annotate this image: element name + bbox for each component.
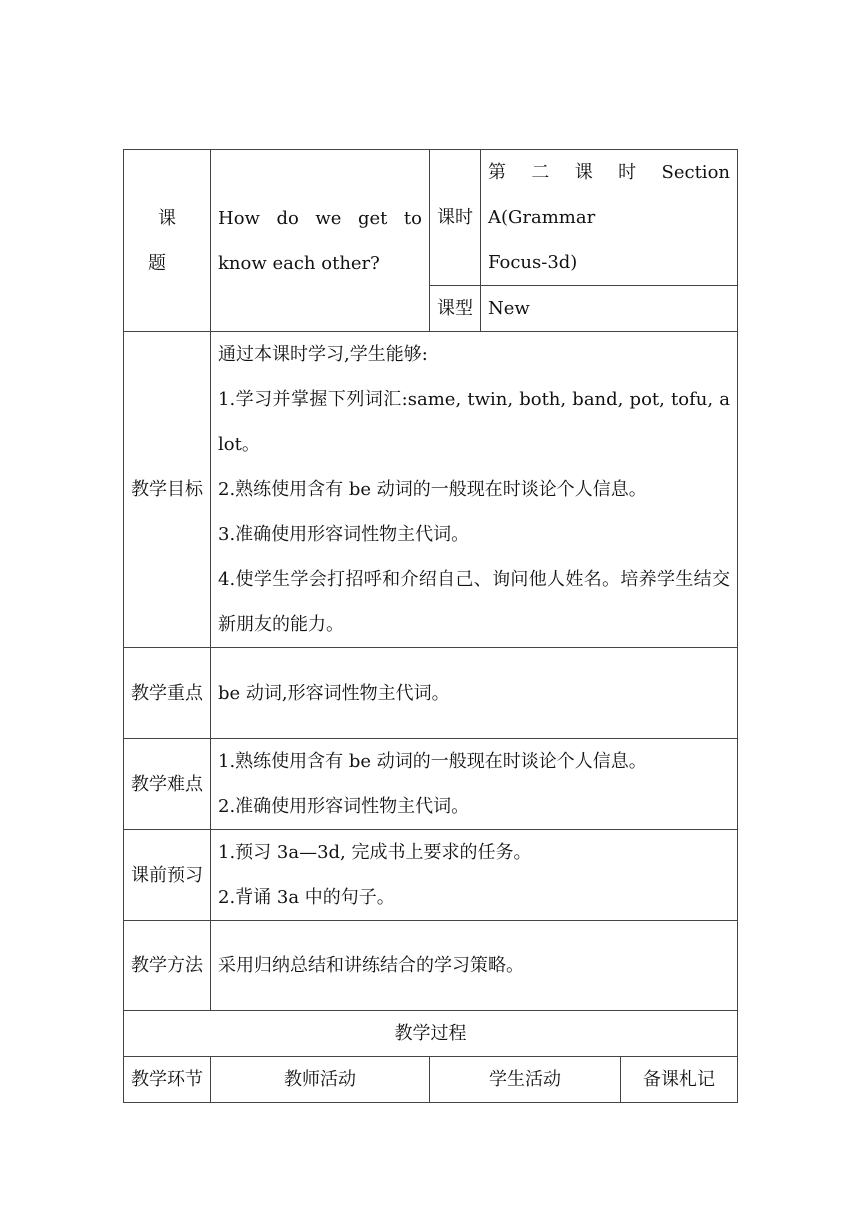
difficulties-label: 教学难点	[124, 739, 211, 830]
topic-row	[124, 150, 738, 286]
process-title-row	[124, 1011, 738, 1057]
method-label: 教学方法	[124, 921, 211, 1011]
key-points-row	[124, 648, 738, 739]
period-value	[481, 150, 738, 286]
preview-row	[124, 830, 738, 921]
difficulty-item: 2.准确使用形容词性物主代词。	[218, 796, 470, 817]
objective-item: 4.使学生学会打招呼和介绍自己、询问他人姓名。培养学生结交新朋友的能力。	[218, 569, 730, 635]
process-header-row	[124, 1057, 738, 1103]
objective-item: 1.学习并掌握下列词汇:same, twin, both, band, pot, tofu, a lot。	[218, 389, 730, 455]
objectives-label: 教学目标	[124, 332, 211, 648]
preview-label: 课前预习	[124, 830, 211, 921]
preview-item: 2.背诵 3a 中的句子。	[218, 887, 395, 908]
column-header-notes: 备课札记	[621, 1057, 738, 1103]
period-label: 课时	[430, 150, 481, 286]
preview-content	[211, 830, 738, 921]
objective-item: 2.熟练使用含有 be 动词的一般现在时谈论个人信息。	[218, 479, 647, 500]
column-header-student: 学生活动	[430, 1057, 621, 1103]
column-header-stage: 教学环节	[124, 1057, 211, 1103]
key-points-value: be 动词,形容词性物主代词。	[211, 648, 738, 739]
objectives-row	[124, 332, 738, 648]
topic-label: 课 题	[124, 150, 211, 332]
method-value: 采用归纳总结和讲练结合的学习策略。	[211, 921, 738, 1011]
preview-item: 1.预习 3a—3d, 完成书上要求的任务。	[218, 842, 532, 863]
period-value-line3: Focus-3d)	[488, 252, 578, 273]
method-row	[124, 921, 738, 1011]
column-header-teacher: 教师活动	[211, 1057, 430, 1103]
process-title: 教学过程	[124, 1011, 738, 1057]
objectives-content	[211, 332, 738, 648]
period-value-line1: 第 二 课 时 Section	[488, 162, 730, 183]
difficulty-item: 1.熟练使用含有 be 动词的一般现在时谈论个人信息。	[218, 751, 647, 772]
objective-item: 3.准确使用形容词性物主代词。	[218, 524, 470, 545]
lesson-plan-table	[123, 149, 738, 1103]
difficulties-content	[211, 739, 738, 830]
difficulties-row	[124, 739, 738, 830]
period-value-line2: A(Grammar	[488, 207, 596, 228]
key-points-label: 教学重点	[124, 648, 211, 739]
type-value: New	[481, 286, 738, 332]
type-label: 课型	[430, 286, 481, 332]
objectives-intro: 通过本课时学习,学生能够:	[218, 344, 428, 365]
topic-value: How do we get to know each other?	[211, 150, 430, 332]
